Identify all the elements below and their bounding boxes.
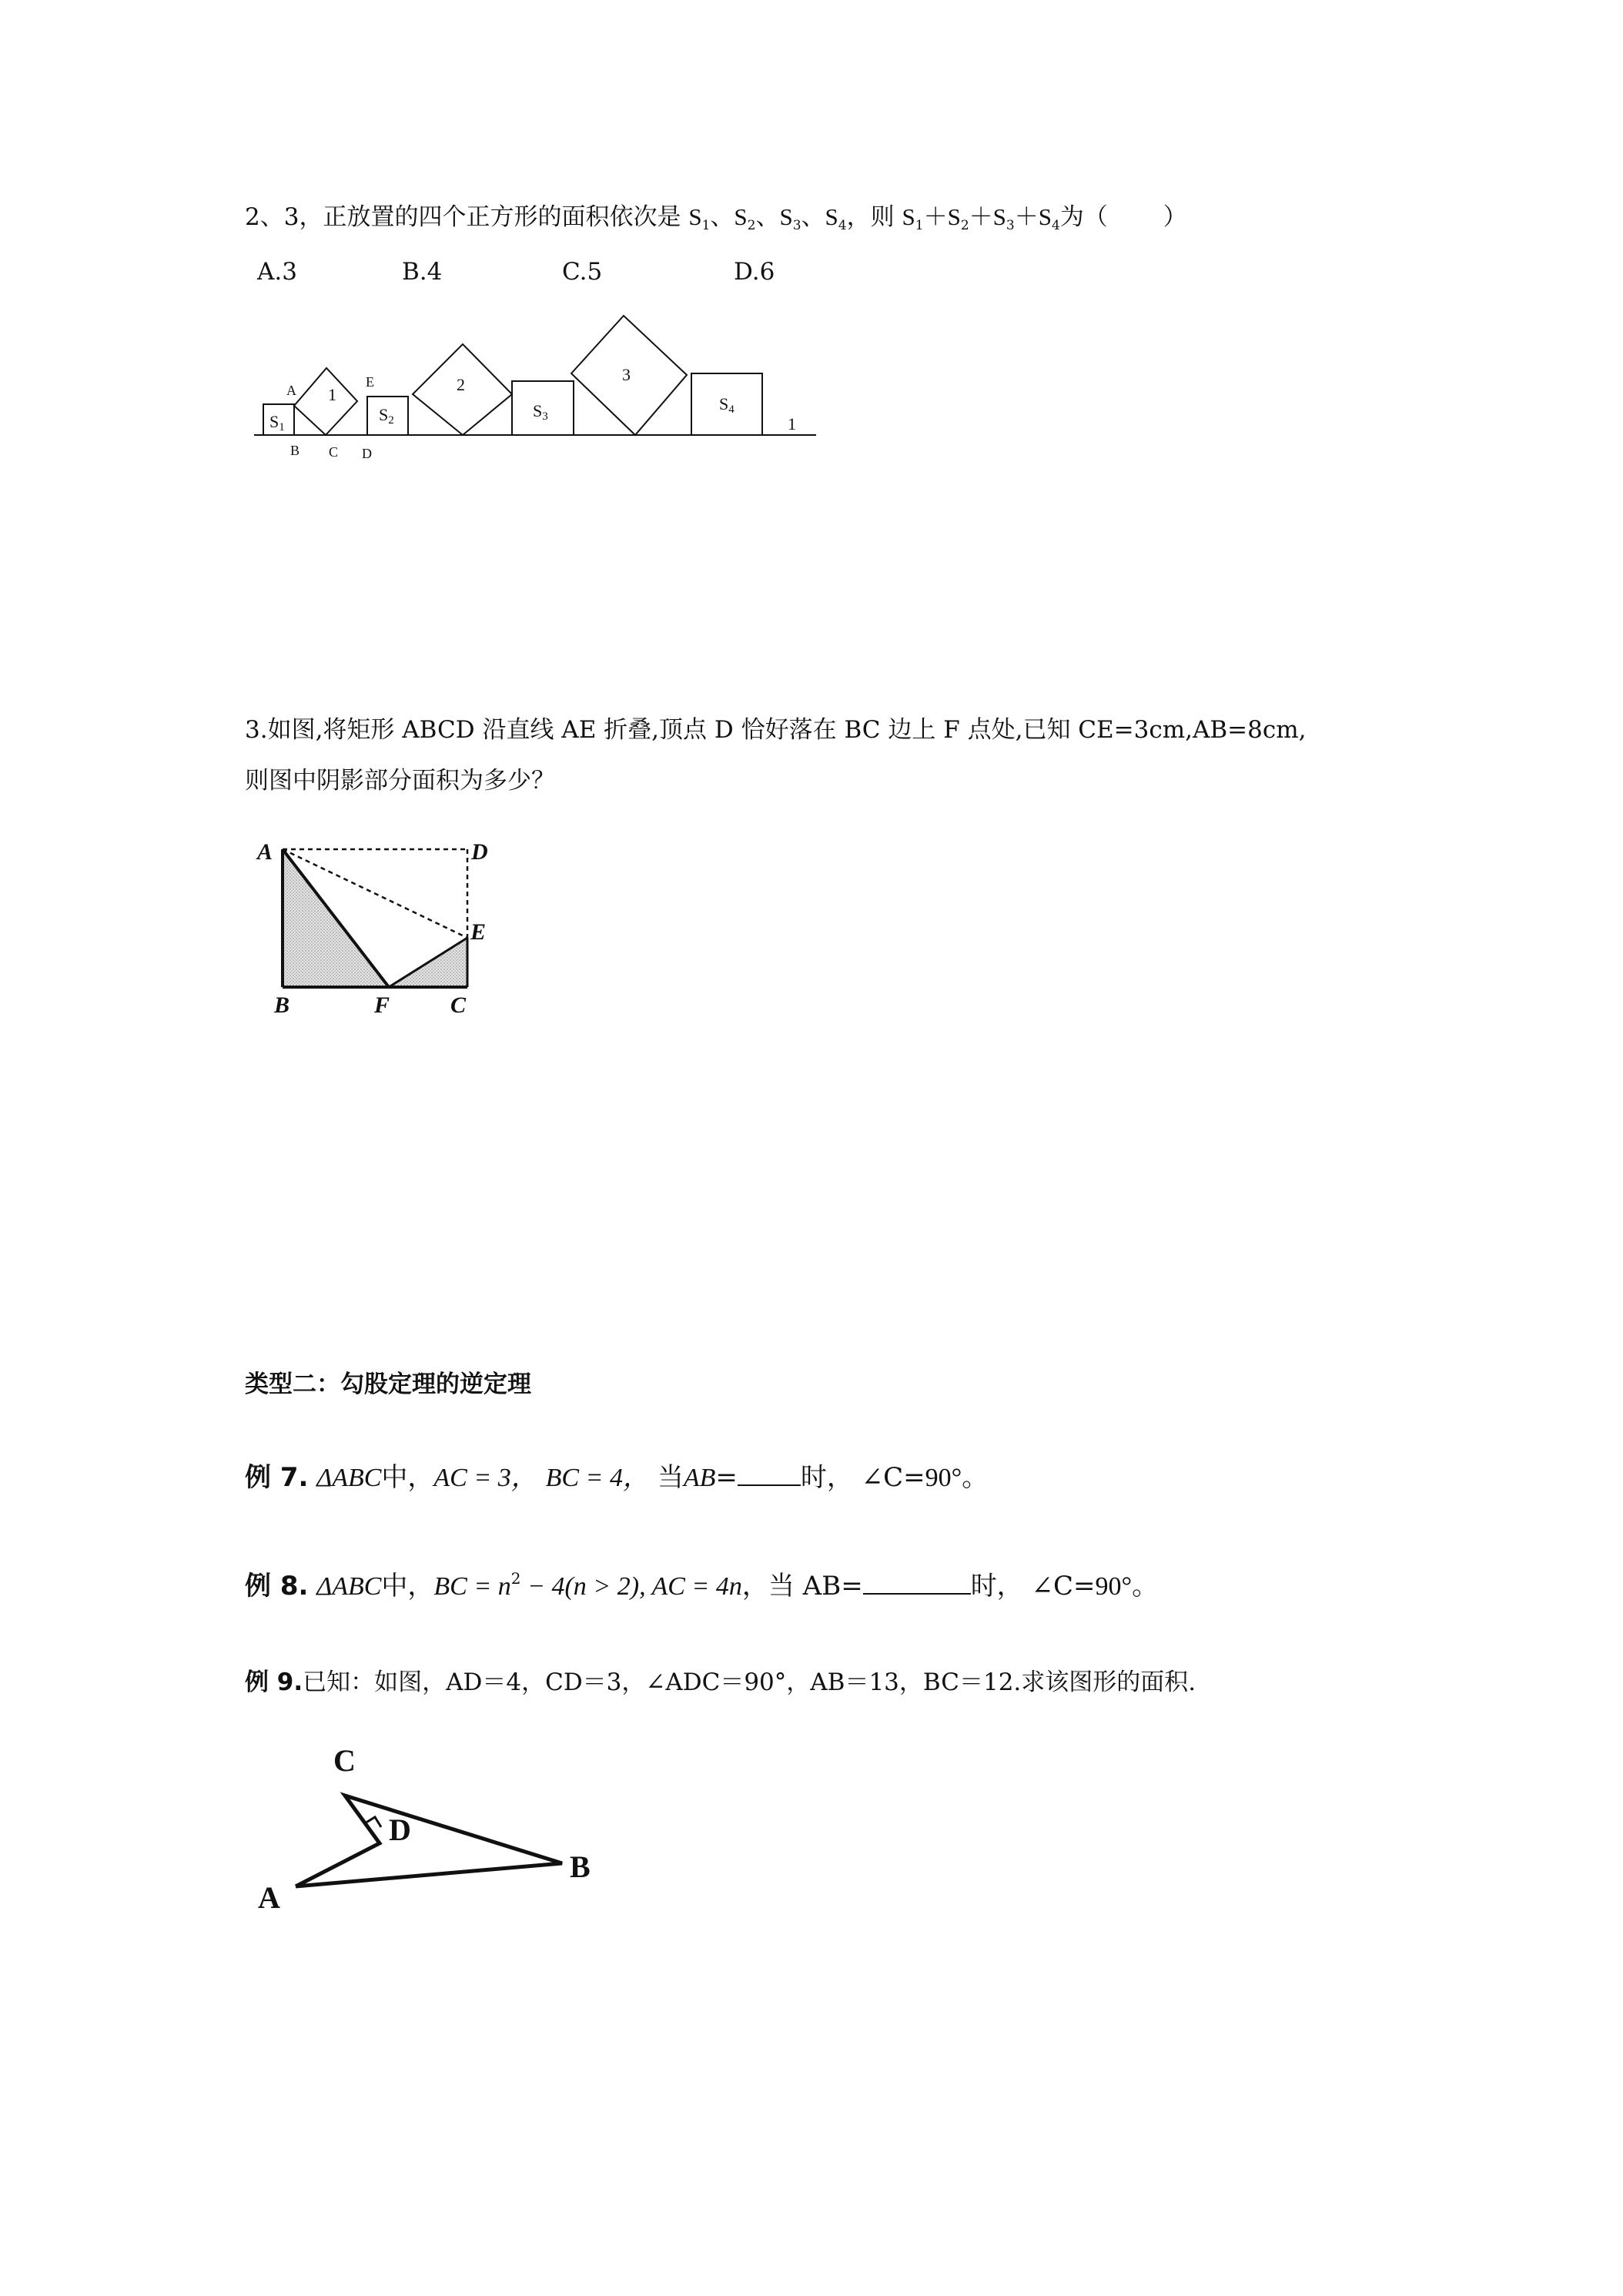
- label-b: B: [290, 443, 300, 458]
- square-1: [294, 368, 357, 435]
- q2-squares-figure: [246, 304, 832, 470]
- q3-rectangle-figure: [246, 824, 500, 1024]
- ex9-quadrilateral-figure: [246, 1725, 608, 1917]
- label-e: E: [366, 374, 374, 390]
- answer-blank: [863, 1570, 971, 1595]
- label-s2: S2: [379, 405, 394, 427]
- q2-option-a: A.3: [257, 258, 297, 286]
- label-square-1: 1: [328, 385, 336, 404]
- example-8: 例 8. ΔABC中，BC = $n^2 - 4(n > 2)$, AC = 4n，当 AB= 时， ∠C=90°。: [245, 1569, 1159, 1602]
- label-b: B: [274, 992, 290, 1018]
- label-c: C: [333, 1743, 356, 1778]
- example-9: 例 9.已知：如图，AD＝4，CD＝3，∠ADC＝90°，AB＝13，BC＝12.求该图形的面积.: [245, 1668, 1196, 1696]
- label-a: A: [286, 383, 296, 398]
- q2-stem: 2、3，正放置的四个正方形的面积依次是 $S_1$、$S_2$、$S_3$、$S_4$，则 $S_1+S_2+S_3+S_4$为（ ）: [245, 203, 1187, 233]
- label-c: C: [450, 992, 467, 1018]
- label-a: A: [257, 839, 273, 865]
- label-f: F: [374, 992, 390, 1018]
- label-e: E: [470, 919, 487, 945]
- q2-option-d: D.6: [734, 258, 775, 286]
- label-s4: S4: [719, 394, 735, 416]
- q2-option-c: C.5: [562, 258, 603, 286]
- label-d: D: [389, 1812, 411, 1847]
- label-square-3: 3: [622, 365, 631, 384]
- label-d: D: [471, 839, 488, 865]
- q2-option-b: B.4: [402, 258, 443, 286]
- label-c: C: [329, 444, 339, 460]
- label-b: B: [570, 1849, 591, 1884]
- label-a: A: [258, 1880, 280, 1915]
- answer-blank: [738, 1461, 801, 1486]
- q3-line-2: 则图中阴影部分面积为多少？: [245, 767, 555, 795]
- label-s1: S1: [269, 412, 285, 433]
- section-title: 类型二：勾股定理的逆定理: [245, 1371, 531, 1398]
- label-s3: S3: [533, 401, 548, 423]
- label-square-2: 2: [457, 375, 465, 394]
- label-d: D: [362, 446, 372, 461]
- q3-line-1: 3.如图,将矩形 ABCD 沿直线 AE 折叠,顶点 D 恰好落在 BC 边上 F 点处,已知 CE=3cm,AB=8cm,: [245, 716, 1307, 744]
- label-line: 1: [788, 414, 796, 433]
- square-s3: [512, 381, 574, 435]
- example-7: 例 7. ΔABC中，AC = 3， BC = 4， 当AB= 时， ∠C=90°。: [245, 1462, 989, 1493]
